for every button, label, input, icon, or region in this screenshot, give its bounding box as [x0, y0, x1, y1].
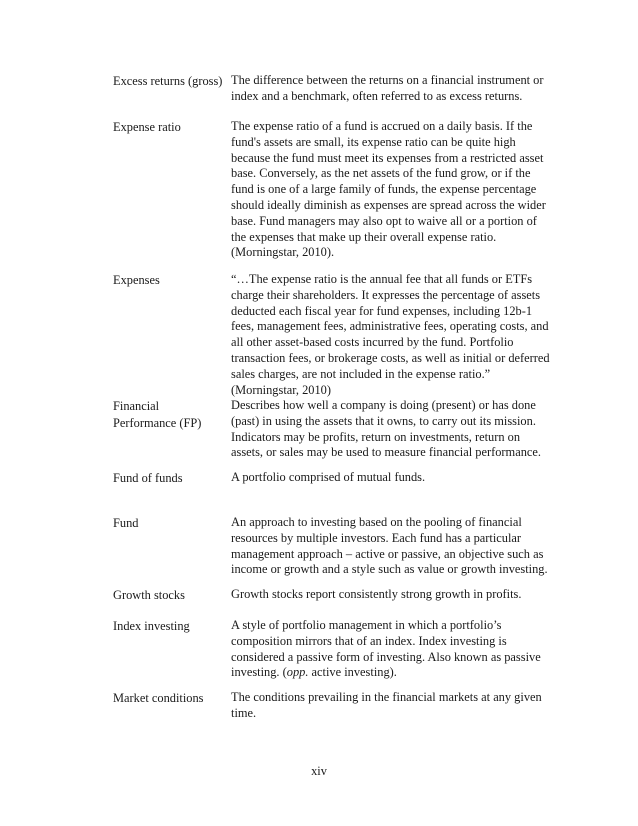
definition: A portfolio comprised of mutual funds.	[231, 470, 426, 484]
term: Fund	[113, 516, 139, 530]
page-number: xiv	[311, 764, 327, 778]
term: Market conditions	[113, 691, 204, 705]
definition: Describes how well a company is doing (present) or has done (past) in using the assets that it owns, to carry out its mission. Indicators may be profits, return on investments, return on assets, or sales may be used to measure financial performance.	[231, 398, 541, 460]
definition: An approach to investing based on the pooling of financial resources by multiple investors. Each fund has a particular management approach – active or passive, an objective such as income or growth and a style such as value or growth investing.	[231, 515, 548, 577]
term: Financial Performance (FP)	[113, 399, 202, 430]
term: Index investing	[113, 619, 190, 633]
term: Growth stocks	[113, 588, 185, 602]
term: Expenses	[113, 273, 160, 287]
definition-text-end: active investing).	[308, 665, 397, 680]
definition: The conditions prevailing in the financial markets at any given time.	[231, 690, 542, 720]
definition: “…The expense ratio is the annual fee that all funds or ETFs charge their shareholders. It expresses the percentage of assets deducted each fiscal year for fund expenses, including 12b-1 fees, management fees, administrative fees, operating costs, and all other asset-based costs incurred by the fund. Portfolio transaction fees, or brokerage costs, as well as initial or deferred sales charges, are not included in the expense ratio.” (Morningstar, 2010)	[231, 272, 550, 397]
definition: The difference between the returns on a financial instrument or index and a benchmark, often referred to as excess returns.	[231, 73, 544, 103]
definition-text: A style of portfolio management in which a portfolio’s composition mirrors that of an index. Index investing is considered a passive form of investing. Also known as passive investing. (	[231, 618, 541, 680]
definition: Growth stocks report consistently strong growth in profits.	[231, 587, 522, 601]
definition	[231, 618, 553, 681]
definition-italic: opp.	[286, 665, 309, 680]
definition: The expense ratio of a fund is accrued on a daily basis. If the fund's assets are small, its expense ratio can be quite high because the fund must meet its expenses from a restricted asset base. Conversely, as the net assets of the fund grow, or if the fund is one of a large family of funds, the expense percentage should ideally diminish as expenses are spread across the wider base. Fund managers may also opt to waive all or a portion of the expenses that make up their overall expense ratio. (Morningstar, 2010).	[231, 119, 546, 260]
term: Fund of funds	[113, 471, 183, 485]
term: Excess returns (gross)	[113, 74, 223, 88]
term: Expense ratio	[113, 120, 181, 134]
